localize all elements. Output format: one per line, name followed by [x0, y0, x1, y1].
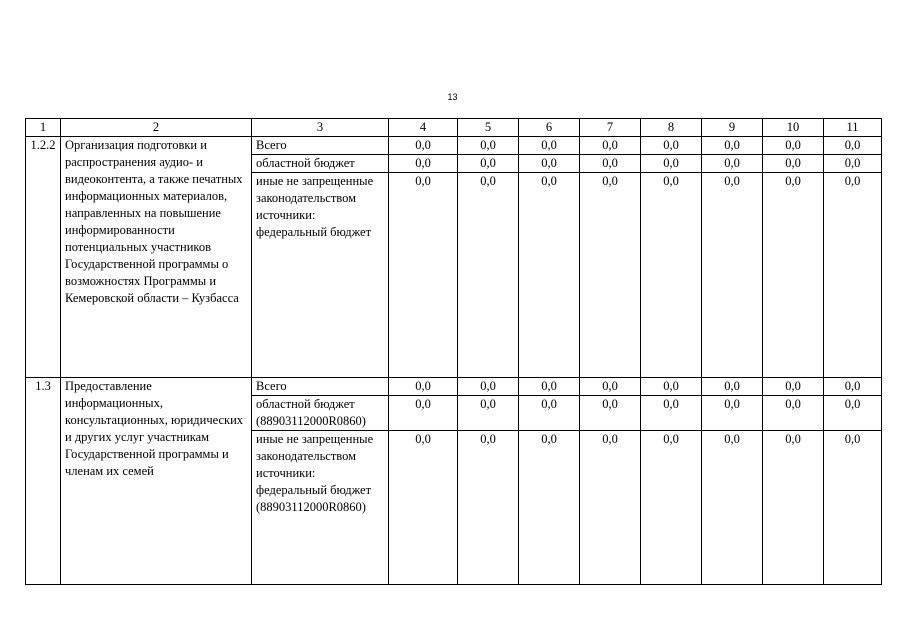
- header-cell: 1: [26, 119, 61, 137]
- value-cell: 0,0: [824, 396, 882, 431]
- value-cell: 0,0: [763, 137, 824, 155]
- source-label: областной бюджет (88903112000R0860): [252, 396, 389, 431]
- value-cell: 0,0: [702, 173, 763, 378]
- page-number: 13: [447, 92, 458, 102]
- value-cell: 0,0: [519, 137, 580, 155]
- value-cell: 0,0: [641, 155, 702, 173]
- value-cell: 0,0: [702, 137, 763, 155]
- value-cell: 0,0: [458, 137, 519, 155]
- value-cell: 0,0: [389, 173, 458, 378]
- header-cell: 5: [458, 119, 519, 137]
- value-cell: 0,0: [389, 431, 458, 585]
- source-label: иные не запрещенные законодательством источники: федеральный бюджет: [252, 173, 389, 378]
- value-cell: 0,0: [519, 431, 580, 585]
- source-label: областной бюджет: [252, 155, 389, 173]
- value-cell: 0,0: [389, 137, 458, 155]
- source-label: Всего: [252, 378, 389, 396]
- value-cell: 0,0: [458, 396, 519, 431]
- value-cell: 0,0: [580, 137, 641, 155]
- row-index: 1.2.2: [26, 137, 61, 378]
- value-cell: 0,0: [519, 173, 580, 378]
- value-cell: 0,0: [580, 396, 641, 431]
- value-cell: 0,0: [458, 378, 519, 396]
- header-cell: 2: [61, 119, 252, 137]
- source-label: Всего: [252, 137, 389, 155]
- header-cell: 8: [641, 119, 702, 137]
- value-cell: 0,0: [580, 378, 641, 396]
- header-cell: 9: [702, 119, 763, 137]
- value-cell: 0,0: [641, 137, 702, 155]
- value-cell: 0,0: [389, 396, 458, 431]
- value-cell: 0,0: [763, 173, 824, 378]
- value-cell: 0,0: [519, 155, 580, 173]
- value-cell: 0,0: [458, 155, 519, 173]
- value-cell: 0,0: [458, 173, 519, 378]
- value-cell: 0,0: [763, 155, 824, 173]
- header-cell: 11: [824, 119, 882, 137]
- value-cell: 0,0: [763, 378, 824, 396]
- value-cell: 0,0: [824, 173, 882, 378]
- value-cell: 0,0: [702, 378, 763, 396]
- value-cell: 0,0: [641, 396, 702, 431]
- value-cell: 0,0: [763, 396, 824, 431]
- value-cell: 0,0: [824, 155, 882, 173]
- value-cell: 0,0: [458, 431, 519, 585]
- value-cell: 0,0: [641, 378, 702, 396]
- source-label: иные не запрещенные законодательством источники: федеральный бюджет (88903112000R0860): [252, 431, 389, 585]
- header-cell: 4: [389, 119, 458, 137]
- value-cell: 0,0: [389, 378, 458, 396]
- value-cell: 0,0: [580, 155, 641, 173]
- value-cell: 0,0: [824, 431, 882, 585]
- value-cell: 0,0: [519, 396, 580, 431]
- value-cell: 0,0: [702, 431, 763, 585]
- header-cell: 6: [519, 119, 580, 137]
- row-name: Предоставление информационных, консультационных, юридических и других услуг участникам Государственной программы и членам их семей: [61, 378, 252, 585]
- value-cell: 0,0: [702, 155, 763, 173]
- table-row: [26, 137, 882, 155]
- value-cell: 0,0: [580, 431, 641, 585]
- value-cell: 0,0: [824, 378, 882, 396]
- value-cell: 0,0: [389, 155, 458, 173]
- value-cell: 0,0: [641, 173, 702, 378]
- header-cell: 3: [252, 119, 389, 137]
- row-name: Организация подготовки и распространения аудио- и видеоконтента, а также печатных информационных материалов, направленных на повышение информированности потенциальных участников Государственной программы о возможностях Программы и Кемеровской области – Кузбасса: [61, 137, 252, 378]
- header-cell: 10: [763, 119, 824, 137]
- row-index: 1.3: [26, 378, 61, 585]
- value-cell: 0,0: [519, 378, 580, 396]
- value-cell: 0,0: [763, 431, 824, 585]
- header-row: [26, 119, 882, 137]
- value-cell: 0,0: [824, 137, 882, 155]
- budget-table: [25, 118, 882, 585]
- header-cell: 7: [580, 119, 641, 137]
- table-row: [26, 378, 882, 396]
- value-cell: 0,0: [580, 173, 641, 378]
- value-cell: 0,0: [702, 396, 763, 431]
- value-cell: 0,0: [641, 431, 702, 585]
